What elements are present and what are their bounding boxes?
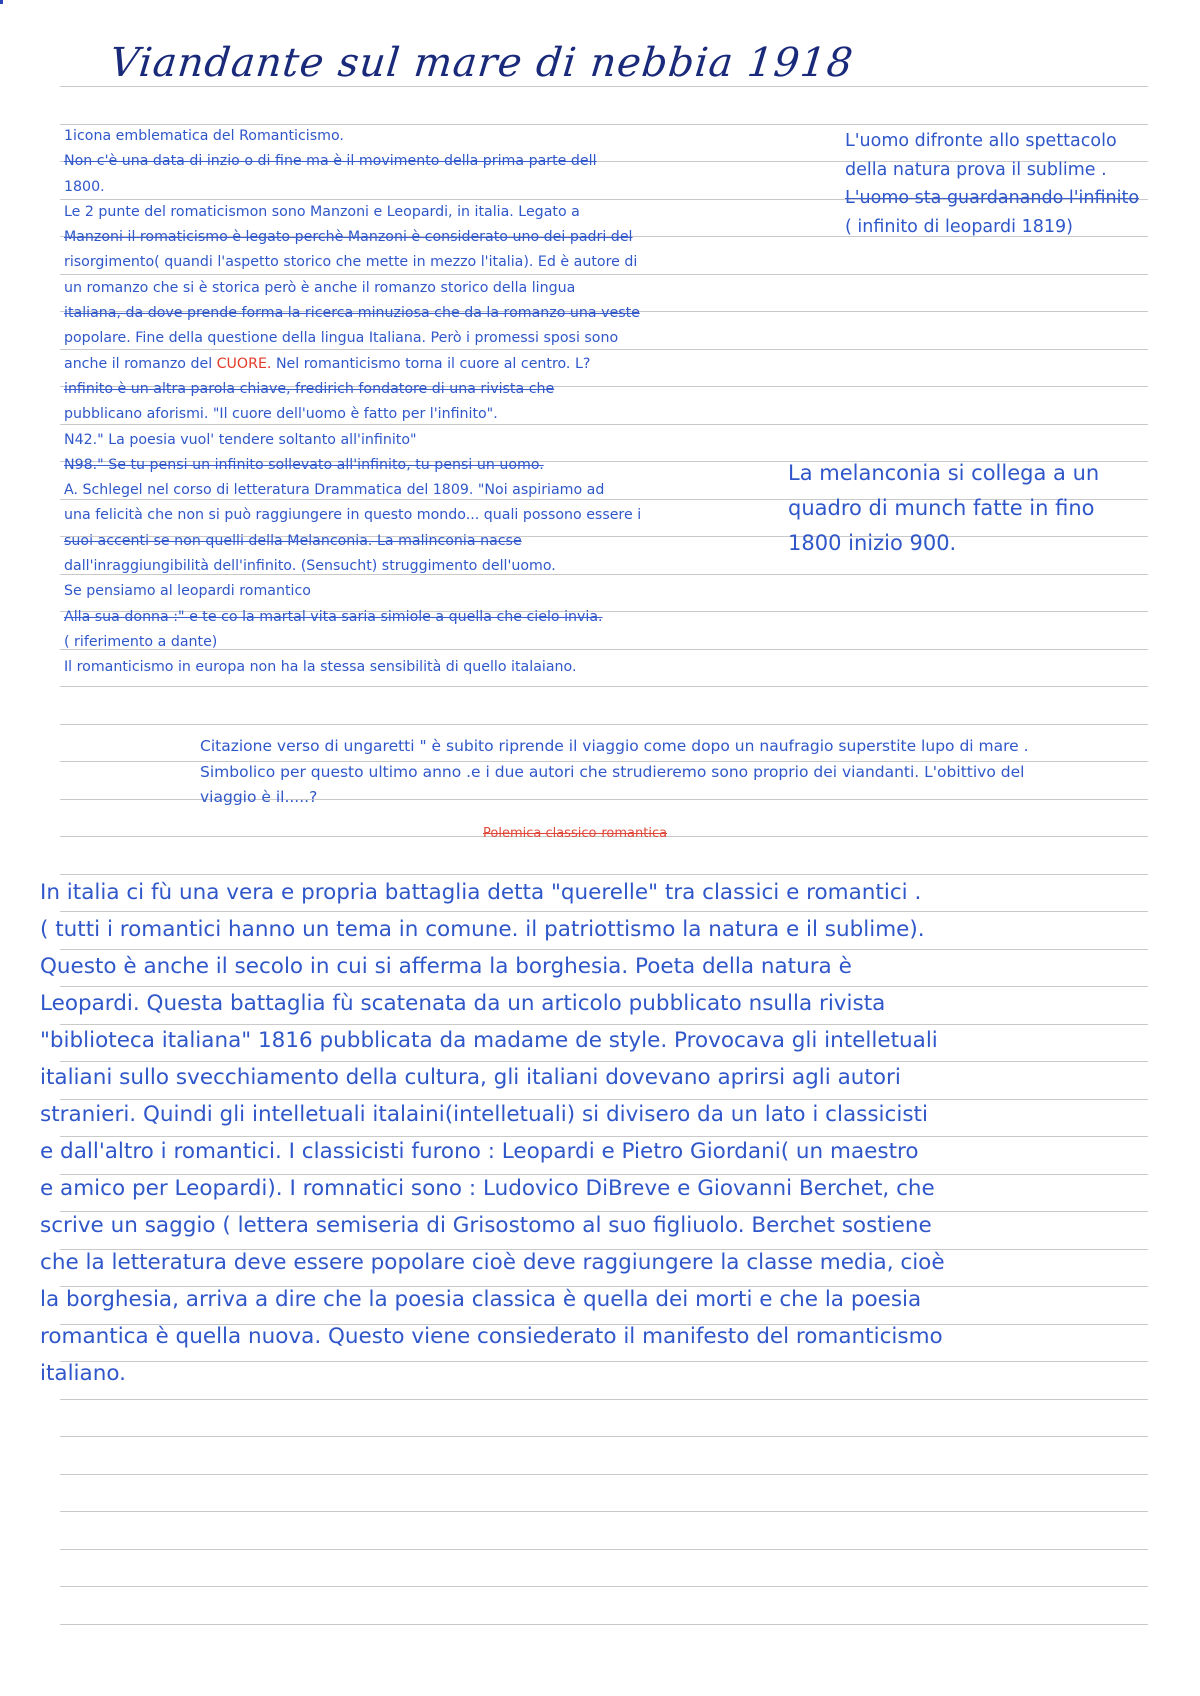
body-line: romantica è quella nuova. Questo viene consiederato il manifesto del romanticismo: [40, 1324, 943, 1349]
body-line: che la letteratura deve essere popolare cioè deve raggiungere la classe media, cioè: [40, 1250, 945, 1275]
main-body: [40, 874, 945, 1392]
note-line: Non c'è una data di inzio o di fine ma è il movimento della prima parte dell: [64, 153, 597, 170]
quote-line: viaggio è il.....?: [200, 788, 318, 806]
side-note-line: della natura prova il sublime .: [845, 159, 1107, 180]
body-line: scrive un saggio ( lettera semiseria di Grisostomo al suo figliuolo. Berchet sostiene: [40, 1213, 932, 1238]
body-line: italiano.: [40, 1361, 126, 1386]
ungaretti-quote: [200, 734, 1029, 811]
note-line: 1icona emblematica del Romanticismo.: [64, 128, 344, 144]
side-note-line: L'uomo difronte allo spettacolo: [845, 131, 1117, 151]
note-line: Il romanticismo in europa non ha la stessa sensibilità di quello italaiano.: [64, 659, 577, 676]
note-line: italiana, da dove prende forma la ricerca minuziosa che da la romanzo una veste: [64, 305, 640, 322]
body-line: "biblioteca italiana" 1816 pubblicata da madame de style. Provocava gli intelletuali: [40, 1028, 938, 1053]
body-line: ( tutti i romantici hanno un tema in comune. il patriottismo la natura e il sublime).: [40, 917, 925, 942]
note-line: N42." La poesia vuol' tendere soltanto all'infinito": [64, 431, 417, 448]
note-line: infinito è un altra parola chiave, fredirich fondatore di una rivista che: [64, 380, 555, 397]
note-line: A. Schlegel nel corso di letteratura Drammatica del 1809. "Noi aspiriamo ad: [64, 482, 605, 499]
side-note-sublime: [845, 127, 1139, 241]
cuore-highlight: CUORE.: [216, 355, 272, 372]
note-line: Se pensiamo al leopardi romantico: [64, 583, 311, 600]
note-line: dall'inraggiungibilità dell'infinito. (Sensucht) struggimento dell'uomo.: [64, 558, 556, 575]
section-heading: Polemica classico-romantica: [483, 826, 668, 841]
quote-line: Simbolico per questo ultimo anno .e i due autori che strudieremo sono proprio dei viandanti. L'obittivo del: [200, 762, 1025, 781]
body-line: In italia ci fù una vera e propria battaglia detta "querelle" tra classici e romantici .: [40, 880, 922, 905]
body-line: e amico per Leopardi). I romnatici sono : Ludovico DiBreve e Giovanni Berchet, che: [40, 1176, 935, 1201]
note-line: pubblicano aforismi. "Il cuore dell'uomo è fatto per l'infinito".: [64, 406, 498, 423]
note-line: popolare. Fine della questione della lingua Italiana. Però i promessi sposi sono: [64, 330, 619, 347]
side-note-melanconia: [788, 456, 1099, 561]
body-line: Questo è anche il secolo in cui si afferma la borghesia. Poeta della natura è: [40, 954, 852, 979]
body-line: Leopardi. Questa battaglia fù scatenata da un articolo pubblicato nsulla rivista: [40, 991, 886, 1016]
note-line: Alla sua donna :" e te co la martal vita saria simiole a quella che cielo invia.: [64, 608, 603, 625]
note-line: Le 2 punte del romaticismon sono Manzoni e Leopardi, in italia. Legato a: [64, 203, 580, 220]
side-note-line: La melanconia si collega a un: [788, 461, 1100, 485]
note-line: Manzoni il romaticismo è legato perchè Manzoni è considerato uno dei padri del: [64, 229, 633, 246]
note-line: N98." Se tu pensi un infinito sollevato all'infinito, tu pensi un uomo.: [64, 456, 544, 473]
side-note-line: quadro di munch fatte in fino: [788, 496, 1095, 520]
corner-mark: [0, 0, 3, 4]
page-title: Viandante sul mare di nebbia 1918: [107, 40, 856, 86]
note-line-suffix: Nel romanticismo torna il cuore al centro. L?: [271, 355, 591, 372]
quote-line: Citazione verso di ungaretti " è subito riprende il viaggio come dopo un naufragio superstite lupo di mare .: [200, 737, 1029, 755]
body-line: italiani sullo svecchiamento della cultura, gli italiani dovevano aprirsi agli autori: [40, 1065, 901, 1090]
note-line: risorgimento( quandi l'aspetto storico che mette in mezzo l'italia). Ed è autore di: [64, 254, 638, 271]
note-line: 1800.: [64, 178, 105, 195]
note-line: suoi accenti se non quelli della Melanconia. La malinconia nacse: [64, 532, 522, 549]
note-line: una felicità che non si può raggiungere in questo mondo... quali possono essere i: [64, 507, 642, 524]
body-line: la borghesia, arriva a dire che la poesia classica è quella dei morti e che la poesia: [40, 1287, 922, 1312]
note-line-prefix: anche il romanzo del: [64, 355, 217, 372]
body-line: e dall'altro i romantici. I classicisti furono : Leopardi e Pietro Giordani( un maestro: [40, 1139, 919, 1164]
notes-block: [64, 124, 641, 681]
side-note-line: 1800 inizio 900.: [788, 531, 957, 555]
note-line: ( riferimento a dante): [64, 633, 218, 650]
side-note-line: ( infinito di leopardi 1819): [845, 216, 1073, 237]
note-line-cuore: [64, 352, 641, 377]
note-line: un romanzo che si è storica però è anche il romanzo storico della lingua: [64, 279, 576, 296]
side-note-line: L'uomo sta guardanando l'infinito: [845, 188, 1140, 208]
body-line: stranieri. Quindi gli intelletuali italaini(intelletuali) si divisero da un lato i classicisti: [40, 1102, 928, 1127]
